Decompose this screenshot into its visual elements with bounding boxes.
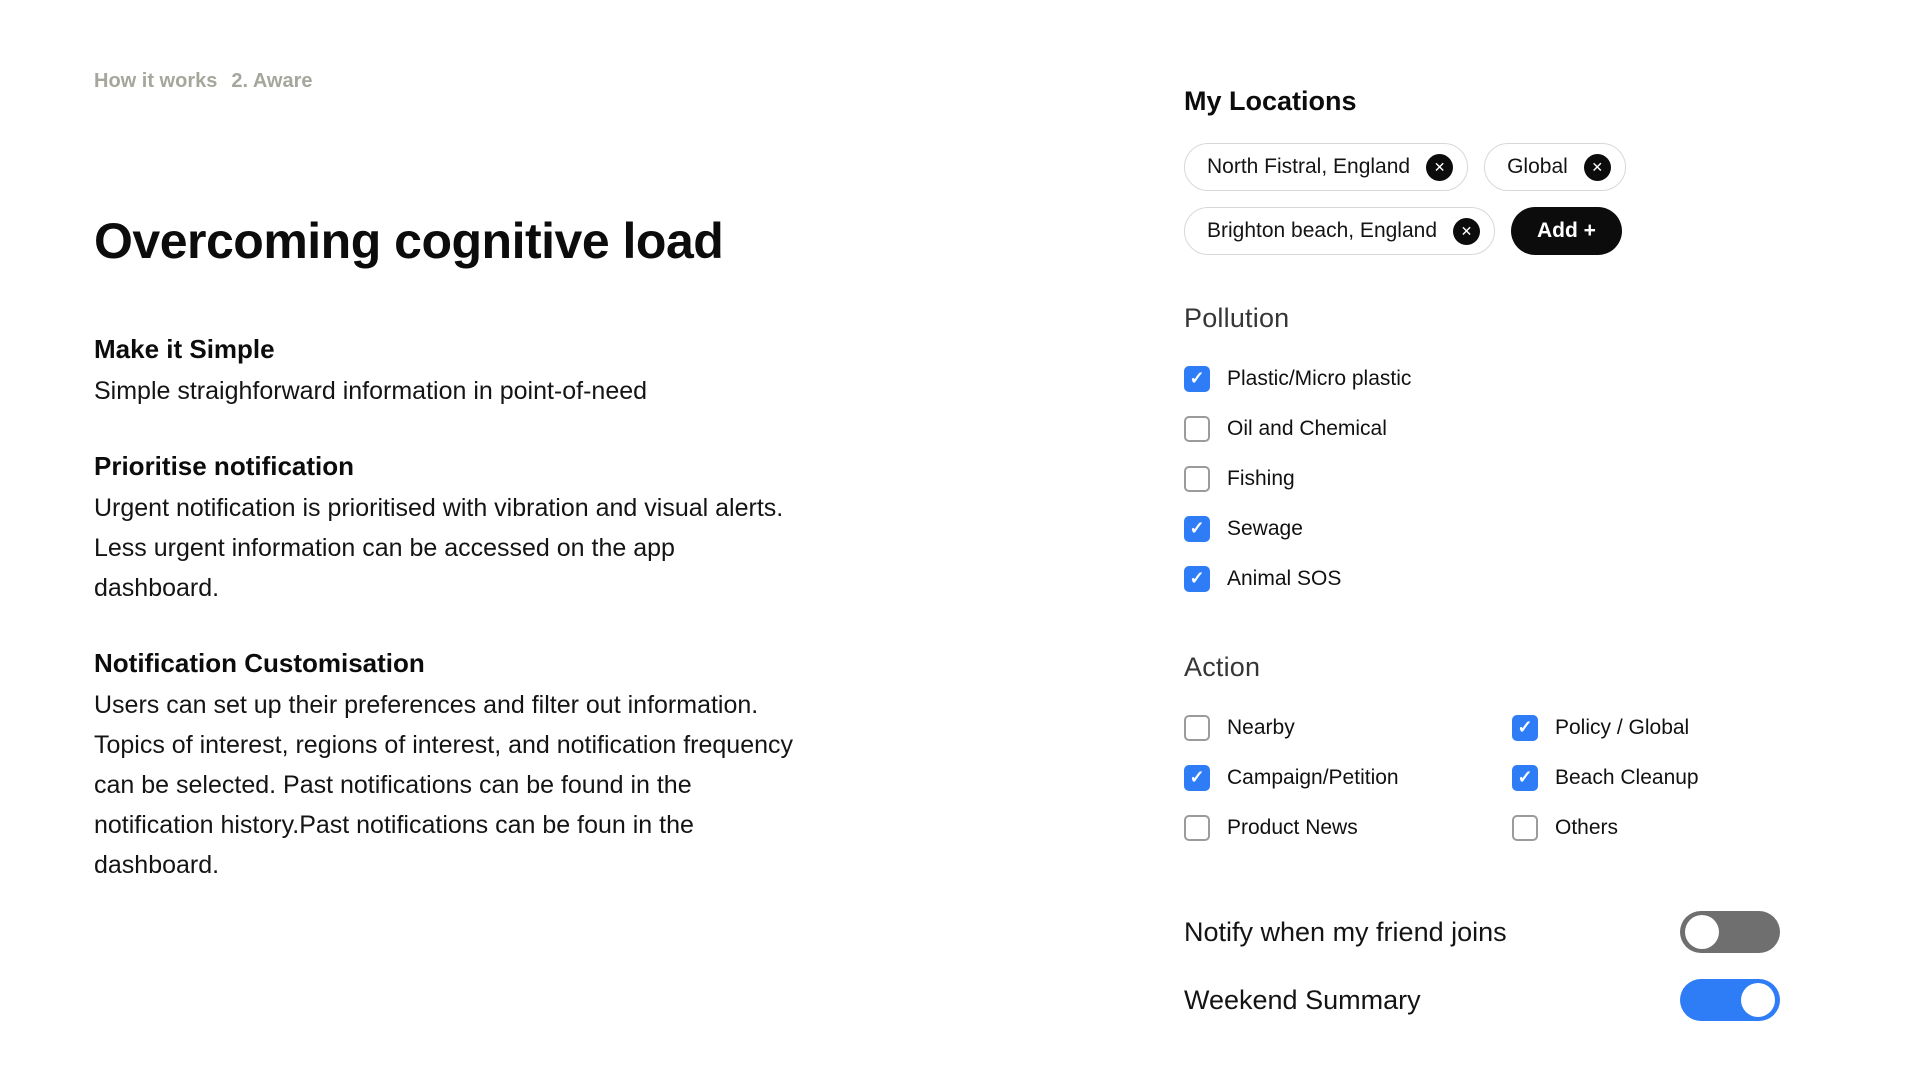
checkbox-fishing[interactable]	[1184, 466, 1210, 492]
checkbox-plastic-micro-plastic[interactable]	[1184, 366, 1210, 392]
checkbox-label: Plastic/Micro plastic	[1227, 367, 1412, 390]
toggle-weekend-summary[interactable]	[1680, 979, 1780, 1021]
action-group-title: Action	[1184, 652, 1261, 682]
check-icon: ✓	[1189, 518, 1205, 538]
checkbox-animal-sos[interactable]	[1184, 566, 1210, 592]
checkbox-row-campaign-petition[interactable]	[1184, 753, 1512, 803]
remove-location-icon[interactable]: ✕	[1584, 154, 1611, 181]
checkbox-label: Oil and Chemical	[1227, 417, 1387, 440]
checkbox-row-sewage[interactable]	[1184, 504, 1784, 554]
toggle-row-friend-joins	[1184, 911, 1780, 953]
check-icon: ✓	[1189, 767, 1205, 787]
chip-label: Brighton beach, England	[1207, 219, 1438, 242]
toggle-knob	[1685, 915, 1719, 949]
remove-location-icon[interactable]: ✕	[1426, 154, 1453, 181]
pollution-checklist	[1184, 354, 1784, 604]
checkbox-others[interactable]	[1512, 815, 1538, 841]
checkbox-row-oil-chemical[interactable]	[1184, 404, 1784, 454]
content-column	[94, 212, 824, 925]
location-chip-global[interactable]	[1484, 143, 1626, 191]
checkbox-label: Campaign/Petition	[1227, 766, 1399, 789]
toggle-label-friend-joins: Notify when my friend joins	[1184, 916, 1507, 947]
check-icon: ✓	[1517, 717, 1533, 737]
chip-label: Global	[1507, 155, 1568, 178]
toggle-label-weekend-summary: Weekend Summary	[1184, 984, 1421, 1015]
settings-panel	[1184, 86, 1784, 1047]
my-locations-title: My Locations	[1184, 86, 1357, 116]
section-notification-customisation	[94, 648, 824, 885]
checkbox-policy-global[interactable]	[1512, 715, 1538, 741]
toggle-notify-friend-joins[interactable]	[1680, 911, 1780, 953]
checkbox-row-others[interactable]	[1512, 803, 1784, 853]
checkbox-label: Fishing	[1227, 467, 1295, 490]
checkbox-row-product-news[interactable]	[1184, 803, 1512, 853]
location-chips	[1184, 143, 1744, 255]
check-icon: ✓	[1189, 568, 1205, 588]
toggle-settings	[1184, 911, 1780, 1021]
checkbox-row-animal-sos[interactable]	[1184, 554, 1784, 604]
checkbox-label: Policy / Global	[1555, 716, 1690, 739]
checkbox-label: Animal SOS	[1227, 567, 1342, 590]
checkbox-beach-cleanup[interactable]	[1512, 765, 1538, 791]
breadcrumb-how-it-works[interactable]: How it works	[94, 70, 218, 92]
chip-label: North Fistral, England	[1207, 155, 1411, 178]
checkbox-nearby[interactable]	[1184, 715, 1210, 741]
section-body: Simple straighforward information in point-of-need	[94, 377, 648, 405]
checkbox-row-policy-global[interactable]	[1512, 703, 1784, 753]
checkbox-sewage[interactable]	[1184, 516, 1210, 542]
checkbox-row-nearby[interactable]	[1184, 703, 1512, 753]
checkbox-row-beach-cleanup[interactable]	[1512, 753, 1784, 803]
toggle-row-weekend-summary	[1184, 979, 1780, 1021]
toggle-knob	[1741, 983, 1775, 1017]
checkbox-row-plastic[interactable]	[1184, 354, 1784, 404]
section-make-it-simple	[94, 334, 824, 411]
location-chip-brighton-beach[interactable]	[1184, 207, 1495, 255]
section-heading: Make it Simple	[94, 334, 275, 364]
breadcrumb	[94, 70, 313, 93]
checkbox-label: Others	[1555, 816, 1619, 839]
action-checklist	[1184, 703, 1784, 853]
section-heading: Notification Customisation	[94, 648, 425, 678]
breadcrumb-step-aware[interactable]: 2. Aware	[231, 70, 313, 92]
section-body: Urgent notification is prioritised with vibration and visual alerts. Less urgent information can be accessed on the app dashboard.	[94, 494, 784, 602]
section-heading: Prioritise notification	[94, 451, 355, 481]
checkbox-oil-and-chemical[interactable]	[1184, 416, 1210, 442]
checkbox-campaign-petition[interactable]	[1184, 765, 1210, 791]
check-icon: ✓	[1189, 368, 1205, 388]
add-location-button[interactable]: Add +	[1511, 207, 1622, 255]
page-title: Overcoming cognitive load	[94, 213, 724, 269]
checkbox-label: Beach Cleanup	[1555, 766, 1699, 789]
remove-location-icon[interactable]: ✕	[1453, 218, 1480, 245]
checkbox-row-fishing[interactable]	[1184, 454, 1784, 504]
pollution-group-title: Pollution	[1184, 303, 1290, 333]
checkbox-label: Sewage	[1227, 517, 1303, 540]
location-chip-north-fistral[interactable]	[1184, 143, 1468, 191]
section-body: Users can set up their preferences and filter out information. Topics of interest, regions of interest, and notification frequency can be selected. Past notifications can be found in the notification history.Past notifications can be foun in the dashboard.	[94, 691, 793, 879]
checkbox-product-news[interactable]	[1184, 815, 1210, 841]
check-icon: ✓	[1517, 767, 1533, 787]
checkbox-label: Product News	[1227, 816, 1358, 839]
section-prioritise-notification	[94, 451, 824, 608]
checkbox-label: Nearby	[1227, 716, 1295, 739]
